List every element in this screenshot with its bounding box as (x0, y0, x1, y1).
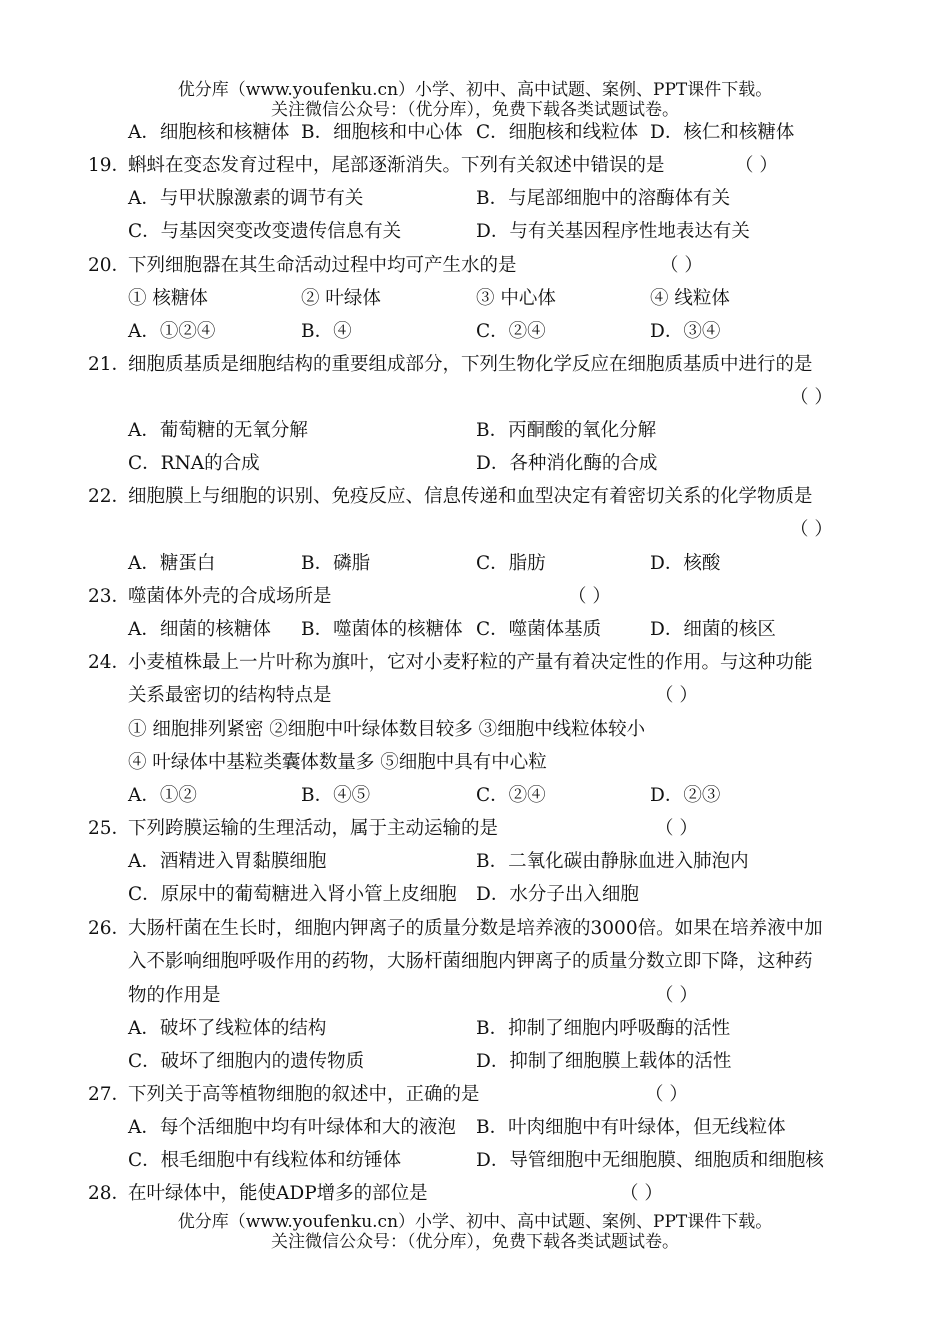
q19-stem: 蝌蚪在变态发育过程中，尾部逐渐消失。下列有关叙述中错误的是 (128, 155, 665, 176)
q19-option-c: C．与基因突变改变遗传信息有关 (128, 221, 402, 242)
q20-item-4: ④ 线粒体 (650, 288, 730, 309)
q27-option-d: D．导管细胞中无细胞膜、细胞质和细胞核 (476, 1150, 824, 1171)
q20-number: 20． (88, 255, 131, 276)
q18-option-a: A．细胞核和核糖体 (128, 122, 290, 143)
q25-stem: 下列跨膜运输的生理活动，属于主动运输的是 (128, 818, 499, 839)
q21-option-a: A．葡萄糖的无氧分解 (128, 420, 308, 441)
q23-stem: 噬菌体外壳的合成场所是 (128, 586, 332, 607)
q22-option-d: D．核酸 (650, 553, 721, 574)
q27-option-c: C．根毛细胞中有线粒体和纺锤体 (128, 1150, 402, 1171)
q20-item-2: ② 叶绿体 (301, 288, 381, 309)
q26-option-c: C．破坏了细胞内的遗传物质 (128, 1051, 365, 1072)
q24-items-line-2: ④ 叶绿体中基粒类囊体数量多 ⑤细胞中具有中心粒 (128, 752, 547, 773)
q26-option-d: D．抑制了细胞膜上载体的活性 (476, 1051, 732, 1072)
q24-option-d: D．②③ (650, 785, 721, 806)
q27-number: 27． (88, 1084, 131, 1105)
q22-option-a: A．糖蛋白 (128, 553, 216, 574)
header-line-2: 关注微信公众号：（优分库），免费下载各类试题试卷。 (271, 100, 679, 120)
header-line-1: 优分库（www.youfenku.cn）小学、初中、高中试题、案例、PPT课件下载。 (177, 80, 773, 100)
q19-answer-paren: （ ） (735, 155, 778, 176)
q20-option-d: D．③④ (650, 321, 721, 342)
q19-number: 19． (88, 155, 131, 176)
footer-line-2: 关注微信公众号：（优分库），免费下载各类试题试卷。 (271, 1232, 679, 1252)
q24-items-line-1: ① 细胞排列紧密 ②细胞中叶绿体数目较多 ③细胞中线粒体较小 (128, 719, 646, 740)
q21-option-b: B．丙酮酸的氧化分解 (476, 420, 657, 441)
q24-stem-line-1: 小麦植株最上一片叶称为旗叶，它对小麦籽粒的产量有着决定性的作用。与这种功能 (128, 652, 813, 673)
q21-answer-paren: （ ） (790, 387, 833, 408)
q20-answer-paren: （ ） (660, 255, 703, 276)
q21-option-c: C．RNA的合成 (128, 453, 260, 474)
q23-number: 23． (88, 586, 131, 607)
q25-option-d: D．水分子出入细胞 (476, 884, 639, 905)
q22-option-b: B．磷脂 (301, 553, 371, 574)
q23-option-b: B．噬菌体的核糖体 (301, 619, 463, 640)
q19-option-b: B．与尾部细胞中的溶酶体有关 (476, 188, 731, 209)
q26-stem-line-2: 入不影响细胞呼吸作用的药物，大肠杆菌细胞内钾离子的质量分数立即下降，这种药 (128, 951, 813, 972)
q28-answer-paren: （ ） (620, 1183, 663, 1204)
q24-number: 24． (88, 652, 131, 673)
q25-option-c: C．原尿中的葡萄糖进入肾小管上皮细胞 (128, 884, 457, 905)
q26-number: 26． (88, 918, 131, 939)
q25-number: 25． (88, 818, 131, 839)
q21-number: 21． (88, 354, 131, 375)
q22-number: 22． (88, 486, 131, 507)
q23-option-c: C．噬菌体基质 (476, 619, 602, 640)
q20-option-a: A．①②④ (128, 321, 216, 342)
q26-option-a: A．破坏了线粒体的结构 (128, 1018, 327, 1039)
footer-line-1: 优分库（www.youfenku.cn）小学、初中、高中试题、案例、PPT课件下载。 (177, 1212, 773, 1232)
q25-answer-paren: （ ） (655, 818, 698, 839)
q28-number: 28． (88, 1183, 131, 1204)
q26-stem-line-3: 物的作用是 (128, 985, 221, 1006)
q21-option-d: D．各种消化酶的合成 (476, 453, 658, 474)
q25-option-b: B．二氧化碳由静脉血进入肺泡内 (476, 851, 749, 872)
q24-option-c: C．②④ (476, 785, 546, 806)
q26-answer-paren: （ ） (655, 985, 698, 1006)
q23-option-d: D．细菌的核区 (650, 619, 776, 640)
q20-option-c: C．②④ (476, 321, 546, 342)
q18-option-c: C．细胞核和线粒体 (476, 122, 639, 143)
q23-answer-paren: （ ） (568, 586, 611, 607)
q28-stem: 在叶绿体中，能使ADP增多的部位是 (128, 1183, 428, 1204)
q20-option-b: B．④ (301, 321, 352, 342)
q23-option-a: A．细菌的核糖体 (128, 619, 271, 640)
q22-answer-paren: （ ） (790, 519, 833, 540)
q26-stem-line-1: 大肠杆菌在生长时，细胞内钾离子的质量分数是培养液的3000倍。如果在培养液中加 (128, 918, 823, 939)
q20-item-3: ③ 中心体 (476, 288, 556, 309)
q18-option-d: D．核仁和核糖体 (650, 122, 795, 143)
q24-stem-line-2: 关系最密切的结构特点是 (128, 685, 332, 706)
q25-option-a: A．酒精进入胃黏膜细胞 (128, 851, 327, 872)
q19-option-a: A．与甲状腺激素的调节有关 (128, 188, 364, 209)
q19-option-d: D．与有关基因程序性地表达有关 (476, 221, 750, 242)
q24-option-b: B．④⑤ (301, 785, 371, 806)
q27-answer-paren: （ ） (645, 1084, 688, 1105)
q21-stem: 细胞质基质是细胞结构的重要组成部分，下列生物化学反应在细胞质基质中进行的是 (128, 354, 813, 375)
q20-stem: 下列细胞器在其生命活动过程中均可产生水的是 (128, 255, 517, 276)
q22-stem: 细胞膜上与细胞的识别、免疫反应、信息传递和血型决定有着密切关系的化学物质是 (128, 486, 813, 507)
q27-option-a: A．每个活细胞中均有叶绿体和大的液泡 (128, 1117, 456, 1138)
q24-answer-paren: （ ） (655, 685, 698, 706)
q18-option-b: B．细胞核和中心体 (301, 122, 463, 143)
q27-option-b: B．叶肉细胞中有叶绿体，但无线粒体 (476, 1117, 786, 1138)
q22-option-c: C．脂肪 (476, 553, 546, 574)
q26-option-b: B．抑制了细胞内呼吸酶的活性 (476, 1018, 731, 1039)
q27-stem: 下列关于高等植物细胞的叙述中，正确的是 (128, 1084, 480, 1105)
q24-option-a: A．①② (128, 785, 197, 806)
q20-item-1: ① 核糖体 (128, 288, 208, 309)
